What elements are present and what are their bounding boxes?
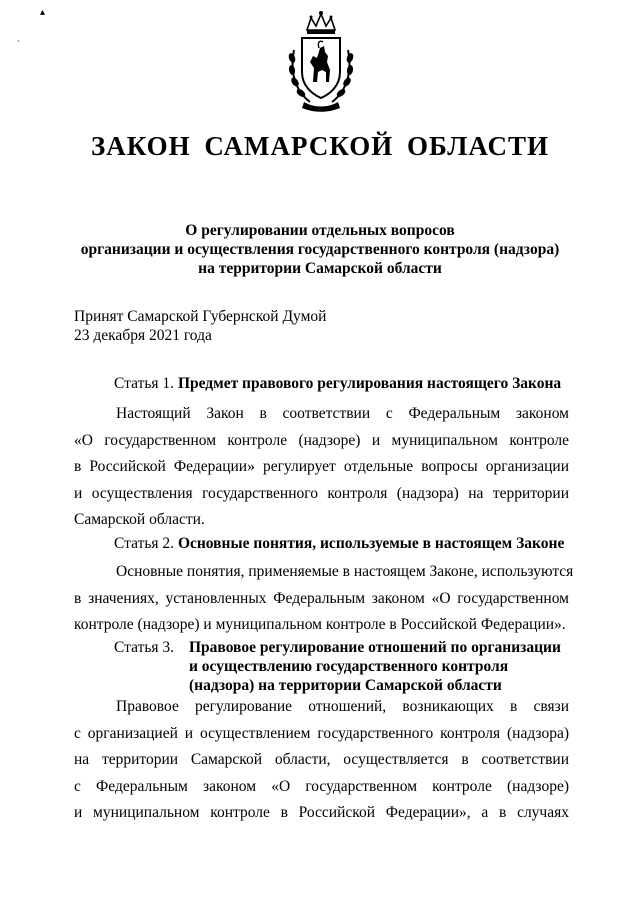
article-title-line: и осуществлению государственного контроля <box>189 658 509 675</box>
article-2-heading <box>114 535 564 553</box>
text-line: контроле (надзоре) и муниципальном контроле в Российской Федерации». <box>74 616 566 633</box>
text-line: с Федеральным законом «О государственном контроле (надзоре) <box>74 777 569 795</box>
adoption-info <box>74 307 326 345</box>
text-line: Самарской области. <box>74 511 205 528</box>
text-line: в значениях, установленных Федеральным законом «О государственном <box>74 589 569 607</box>
article-title-line: Правовое регулирование отношений по организации <box>189 639 561 656</box>
article-title: Предмет правового регулирования настоящего Закона <box>177 375 562 392</box>
text-line: Правовое регулирование отношений, возникающих в связи <box>116 698 569 715</box>
adoption-line: Принят Самарской Губернской Думой <box>74 308 327 325</box>
text-line: Основные понятия, применяемые в настоящем Законе, используются <box>116 563 574 580</box>
article-number: Статья 2. <box>114 535 175 552</box>
corner-mark: ▴ <box>40 7 46 18</box>
text-line: на территории Самарской области, осуществляется в соответствии <box>74 751 569 768</box>
adoption-date: 23 декабря 2021 года <box>74 327 212 344</box>
text-line: в Российской Федерации» регулирует отдельные вопросы организации <box>74 458 569 475</box>
text-line: Настоящий Закон в соответствии с Федеральным законом <box>116 405 569 422</box>
article-number: Статья 3. <box>114 639 175 656</box>
article-2-text <box>74 559 574 639</box>
subject-line: О регулировании отдельных вопросов <box>185 222 455 239</box>
article-title <box>189 638 561 695</box>
law-title: ЗАКОН САМАРСКОЙ ОБЛАСТИ <box>91 131 549 161</box>
article-title: Основные понятия, используемые в настоящем Законе <box>177 535 565 552</box>
law-subject <box>60 221 580 278</box>
article-1-heading <box>114 375 561 393</box>
article-3-text <box>74 694 569 827</box>
article-number: Статья 1. <box>114 375 175 392</box>
article-title-line: (надзора) на территории Самарской области <box>189 677 502 694</box>
subject-line: организации и осуществления государственного контроля (надзора) <box>80 241 560 258</box>
coat-of-arms-emblem <box>280 10 362 114</box>
text-line: с организацией и осуществлением государственного контроля (надзора) <box>74 724 569 742</box>
article-1-text <box>74 401 569 534</box>
text-line: и муниципальном контроле в Российской Федерации», а в случаях <box>74 804 569 821</box>
corner-mark: ˴ <box>17 35 21 46</box>
text-line: «О государственном контроле (надзоре) и муниципальном контроле <box>74 431 569 449</box>
text-line: и осуществления государственного контроля (надзора) на территории <box>74 484 569 502</box>
subject-line: на территории Самарской области <box>198 260 442 277</box>
